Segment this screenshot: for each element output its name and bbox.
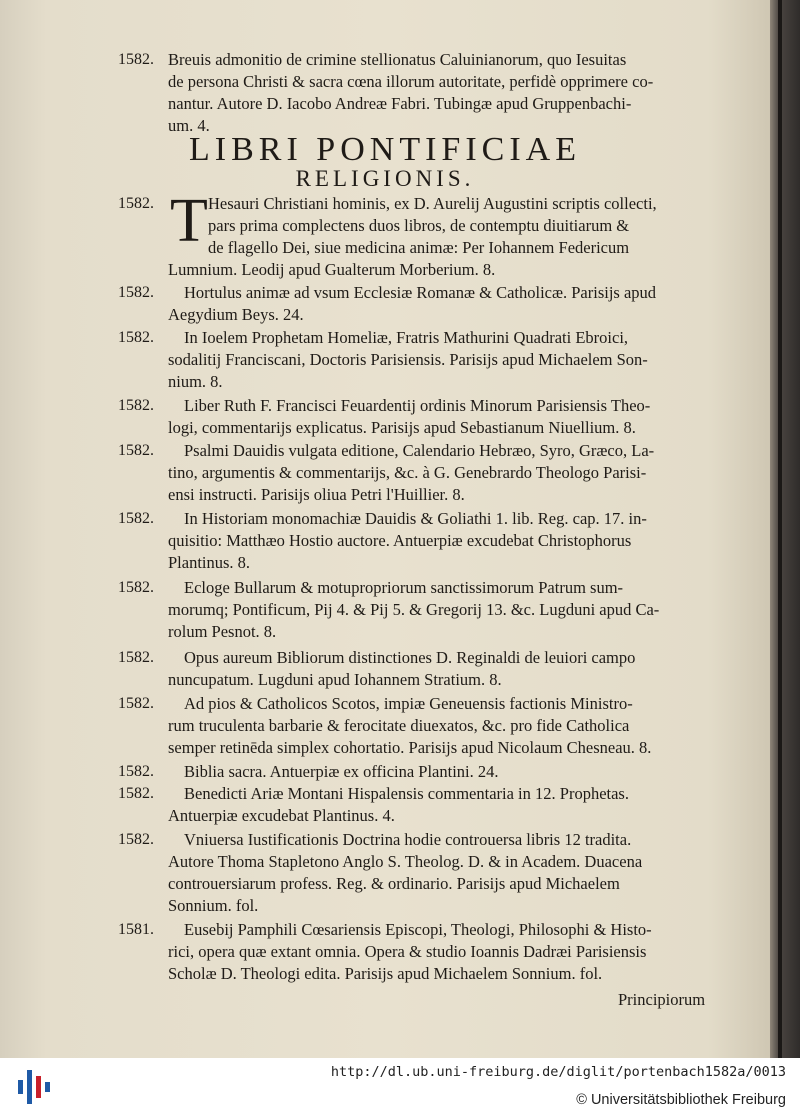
entry-line: Scholæ D. Theologi edita. Parisijs apud Michaelem Sonnium. fol. [168,964,603,983]
entry-line: pars prima complectens duos libros, de contemptu diuitiarum & [208,216,630,235]
entry-line: Breuis admonitio de crimine stellionatus Caluinianorum, quo Iesuitas [168,50,627,69]
entry-line: Aegydium Beys. 24. [168,305,304,324]
entry-line: Psalmi Dauidis vulgata editione, Calendario Hebræo, Syro, Græco, La- [184,441,655,460]
entry-line: nium. 8. [168,372,223,391]
entry-line: Autore Thoma Stapletono Anglo S. Theolog. D. & in Academ. Duacena [168,852,643,871]
entry-line: Sonnium. fol. [168,896,259,915]
entry-line: morumq; Pontificum, Pij 4. & Pij 5. & Gregorij 13. &c. Lugduni apud Ca- [168,600,660,619]
entry-year: 1582. [118,695,154,712]
entry-line: rici, opera quæ extant omnia. Opera & studio Ioannis Dadræi Parisiensis [168,942,647,961]
entry-line: sodalitij Franciscani, Doctoris Parisiensis. Parisijs apud Michaelem Son- [168,350,648,369]
entry-year: 1582. [118,649,154,666]
entry-year: 1582. [118,785,154,802]
binding-shadow [770,0,800,1058]
spine-edge [778,0,782,1058]
entry-line: semper retinēda simplex cohortatio. Parisijs apud Nicolaum Chesneau. 8. [168,738,652,757]
entry-line: nuncupatum. Lugduni apud Iohannem Stratium. 8. [168,670,502,689]
entry-line: Eusebij Pamphili Cœsariensis Episcopi, Theologi, Philosophi & Histo- [184,920,652,939]
entry-line: Vniuersa Iustificationis Doctrina hodie controuersa libris 12 tradita. [184,830,632,849]
entry-line: Antuerpiæ excudebat Plantinus. 4. [168,806,395,825]
copyright-notice: © Universitätsbibliothek Freiburg [576,1092,786,1108]
ub-freiburg-logo-icon [14,1066,54,1108]
entry-line: ensi instructi. Parisijs oliua Petri l'Huillier. 8. [168,485,465,504]
entry-year: 1582. [118,284,154,301]
entry-line: Biblia sacra. Antuerpiæ ex officina Plantini. 24. [184,762,499,781]
entry-line: Liber Ruth F. Francisci Feuardentij ordinis Minorum Parisiensis Theo- [184,396,651,415]
entry-line: Ecloge Bullarum & motupropriorum sanctissimorum Patrum sum- [184,578,624,597]
entry-year: 1582. [118,831,154,848]
entry-year: 1582. [118,195,154,212]
catchword: Principiorum [618,990,706,1009]
entry-line: de flagello Dei, siue medicina animæ: Per Iohannem Federicum [208,238,630,257]
entry-line: Ad pios & Catholicos Scotos, impiæ Geneuensis factionis Ministro- [184,694,633,713]
entry-line: um. 4. [168,116,210,135]
entry-line: Opus aureum Bibliorum distinctiones D. Reginaldi de leuiori campo [184,648,636,667]
entry-year: 1582. [118,763,154,780]
entry-line: Plantinus. 8. [168,553,251,572]
entry-line: nantur. Autore D. Iacobo Andreæ Fabri. Tubingæ apud Gruppenbachi- [168,94,632,113]
entry-line: Hortulus animæ ad vsum Ecclesiæ Romanæ & Catholicæ. Parisijs apud [184,283,657,302]
entry-year: 1582. [118,329,154,346]
entry-line: rum truculenta barbarie & ferocitate diuexatos, &c. pro fide Catholica [168,716,630,735]
entry-line: rolum Pesnot. 8. [168,622,277,641]
entry-line: Hesauri Christiani hominis, ex D. Aurelij Augustini scriptis collecti, [208,194,657,213]
entry-line: controuersiarum profess. Reg. & ordinario. Parisijs apud Michaelem [168,874,620,893]
entry-year: 1582. [118,579,154,596]
entry-line: Lumnium. Leodij apud Gualterum Morberium. 8. [168,260,496,279]
viewer-footer [0,1058,800,1116]
section-heading-line2: RELIGIONIS. [295,166,475,191]
entry-year: 1582. [118,510,154,527]
entry-line: tino, argumentis & commentarijs, &c. à G. Genebrardo Theologo Parisi- [168,463,647,482]
entry-line: In Ioelem Prophetam Homeliæ, Fratris Mathurini Quadrati Ebroici, [184,328,629,347]
entry-year: 1582. [118,397,154,414]
drop-capital: T [170,187,208,255]
entry-year: 1582. [118,51,154,68]
entry-line: de persona Christi & sacra cœna illorum autoritate, perfidè opprimere co- [168,72,654,91]
permalink-url[interactable]: http://dl.ub.uni-freiburg.de/diglit/portenbach1582a/0013 [330,1064,786,1080]
entry-line: In Historiam monomachiæ Dauidis & Goliathi 1. lib. Reg. cap. 17. in- [184,509,647,528]
entry-year: 1582. [118,442,154,459]
entry-line: logi, commentarijs explicatus. Parisijs apud Sebastianum Niuellium. 8. [168,418,636,437]
section-heading-line1: LIBRI PONTIFICIAE [189,131,581,168]
entry-year: 1581. [118,921,154,938]
entry-line: Benedicti Ariæ Montani Hispalensis commentaria in 12. Prophetas. [184,784,629,803]
entry-line: quisitio: Matthæo Hostio auctore. Antuerpiæ excudebat Christophorus [168,531,632,550]
